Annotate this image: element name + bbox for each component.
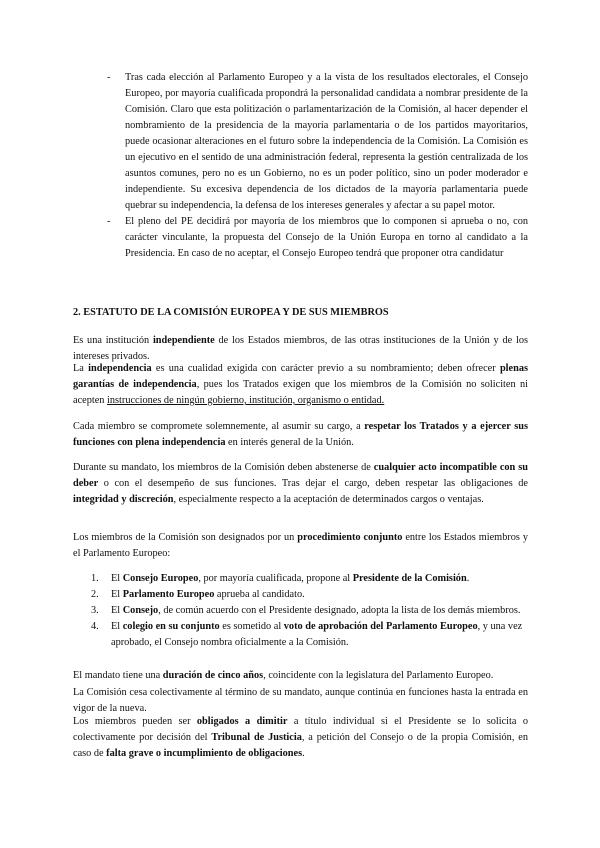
dash-item-text [125, 70, 528, 214]
dash-list [107, 70, 528, 262]
text-run: El mandato tiene una [73, 670, 163, 681]
bold-text: cualquier acto incompatible con su deber [73, 462, 528, 489]
section-heading: 2. ESTATUTO DE LA COMISIÓN EUROPEA Y DE SUS MIEMBROS [73, 307, 389, 318]
text-run: El [111, 573, 123, 584]
numbered-item [91, 619, 529, 651]
dash-item-text [125, 214, 528, 262]
bold-text: procedimiento conjunto [297, 532, 403, 543]
bold-text: Consejo Europeo [122, 573, 199, 584]
text-run: , a petición del Consejo o de la propia Comisión, en caso de [73, 732, 528, 759]
text-run: Los miembros pueden ser [73, 716, 197, 727]
text-run: Durante su mandato, los miembros de la Comisión deben abstenerse de [73, 462, 374, 473]
numbered-item-text [111, 571, 529, 587]
text-run: de los Estados miembros, de las otras instituciones de la Unión y de los intereses privados. [73, 335, 528, 362]
text-run: . [466, 573, 470, 584]
bold-text: duración de cinco años [162, 670, 264, 681]
text-run: , de común acuerdo con el Presidente designado, adopta la lista de los demás miembros. [158, 605, 521, 616]
dash-item [107, 70, 528, 214]
text-run: a título individual si el Presidente se lo solicita o colectivamente por decisión del [73, 716, 528, 743]
bold-text: respetar los Tratados y a ejercer sus funciones con plena independencia [73, 421, 529, 448]
bold-text: Tribunal de Justicia [211, 732, 302, 743]
text-run: es sometido al [219, 621, 284, 632]
paragraph-cessation [73, 685, 528, 717]
underlined-text: instrucciones de ningún gobierno, institución, organismo o entidad. [107, 395, 385, 406]
numbered-item [91, 587, 529, 603]
numbered-item-text [111, 587, 529, 603]
numbered-marker: 2. [91, 589, 99, 600]
text-run: aprueba al candidato. [214, 589, 305, 600]
paragraph-resignation [73, 714, 528, 762]
bold-text: integridad y discreción [73, 494, 174, 505]
text-run: El [111, 589, 123, 600]
text-run: entre los Estados miembros y el Parlamento Europeo: [73, 532, 528, 559]
dash-marker: - [107, 72, 111, 83]
numbered-marker: 4. [91, 621, 99, 632]
numbered-item-text [111, 603, 529, 619]
bold-text: Presidente de la Comisión [352, 573, 467, 584]
numbered-item [91, 603, 529, 619]
dash-item [107, 214, 528, 262]
text-run: Cada miembro se compromete solemnemente, al asumir su cargo, a [73, 421, 365, 432]
text-run: El [111, 605, 123, 616]
numbered-list [91, 571, 529, 651]
text-run: , coincidente con la legislatura del Parlamento Europeo. [263, 670, 494, 681]
text-run: es una cualidad exigida con carácter previo a su nombramiento; deben ofrecer [151, 363, 500, 374]
text-run: El pleno del PE decidirá por mayoría de los miembros que lo componen si aprueba o no, con carácter vinculante, la propuesta del Consejo de la Unión Europa en torno al candidato a la Presidencia. En caso de no aceptar, el Consejo Europeo tendrá que proponer otra candidatur [125, 216, 528, 259]
bold-text: falta grave o incumplimiento de obligaciones [106, 748, 303, 759]
text-run: Tras cada elección al Parlamento Europeo y a la vista de los resultados electorales, el Consejo Europeo, por mayoría cualificada propondrá la personalidad candidata a nombrar presidente de la Comisión. Claro que esta politización o parlamentarización de la Comisión, al hacer depender el nombramiento de la presidencia de la mayoría parlamentaria o de los partidos mayoritarios, puede ocasionar alteraciones en el futuro sobre la independencia de la Comisión. La Comisión es un ejecutivo en el sentido de una administración federal, representa la gestión centralizada de los asuntos comunes, pero no es un Gobierno, no es un poder político, sino un poder moderador e independiente. Su excesiva dependencia de los dictados de la mayoría parlamentaria puede quebrar su independencia, la defensa de los intereses generales y afectar a su papel motor. [125, 72, 528, 211]
text-run: . [302, 748, 305, 759]
numbered-marker: 3. [91, 605, 99, 616]
bold-text: Parlamento Europeo [122, 589, 215, 600]
text-run: Los miembros de la Comisión son designados por un [73, 532, 298, 543]
text-run: , por mayoría cualificada, propone al [198, 573, 353, 584]
bold-text: independencia [88, 363, 152, 374]
text-run: La Comisión cesa colectivamente al término de su mandato, aunque continúa en funciones hasta la entrada en vigor de la nueva. [73, 687, 528, 714]
numbered-item-text [111, 619, 529, 651]
text-run: La [73, 363, 89, 374]
text-run: o con el desempeño de sus funciones. Tras dejar el cargo, deben respetar las obligaciones de [98, 478, 528, 489]
text-run: , pues los Tratados exigen que los miembros de la Comisión no soliciten ni acepten [73, 379, 528, 406]
text-run: , especialmente respecto a la aceptación de determinados cargos o ventajas. [173, 494, 484, 505]
paragraph-mandate [73, 668, 528, 684]
text-run: en interés general de la Unión. [225, 437, 354, 448]
bold-text: plenas garantías de independencia [73, 363, 528, 390]
numbered-marker: 1. [91, 573, 99, 584]
paragraph-guarantees [73, 361, 528, 409]
paragraph-procedure [73, 530, 528, 562]
paragraph-duties [73, 460, 528, 508]
bold-text: Consejo [122, 605, 159, 616]
numbered-item [91, 571, 529, 587]
text-run: , y una vez aprobado, el Consejo nombra oficialmente a la Comisión. [111, 621, 523, 648]
bold-text: obligados a dimitir [196, 716, 288, 727]
text-run: Es una institución [73, 335, 153, 346]
bold-text: independiente [152, 335, 215, 346]
bold-text: colegio en su conjunto [122, 621, 220, 632]
paragraph-commitment [73, 419, 528, 451]
dash-marker: - [107, 216, 111, 227]
text-run: El [111, 621, 123, 632]
bold-text: voto de aprobación del Parlamento Europeo [283, 621, 478, 632]
